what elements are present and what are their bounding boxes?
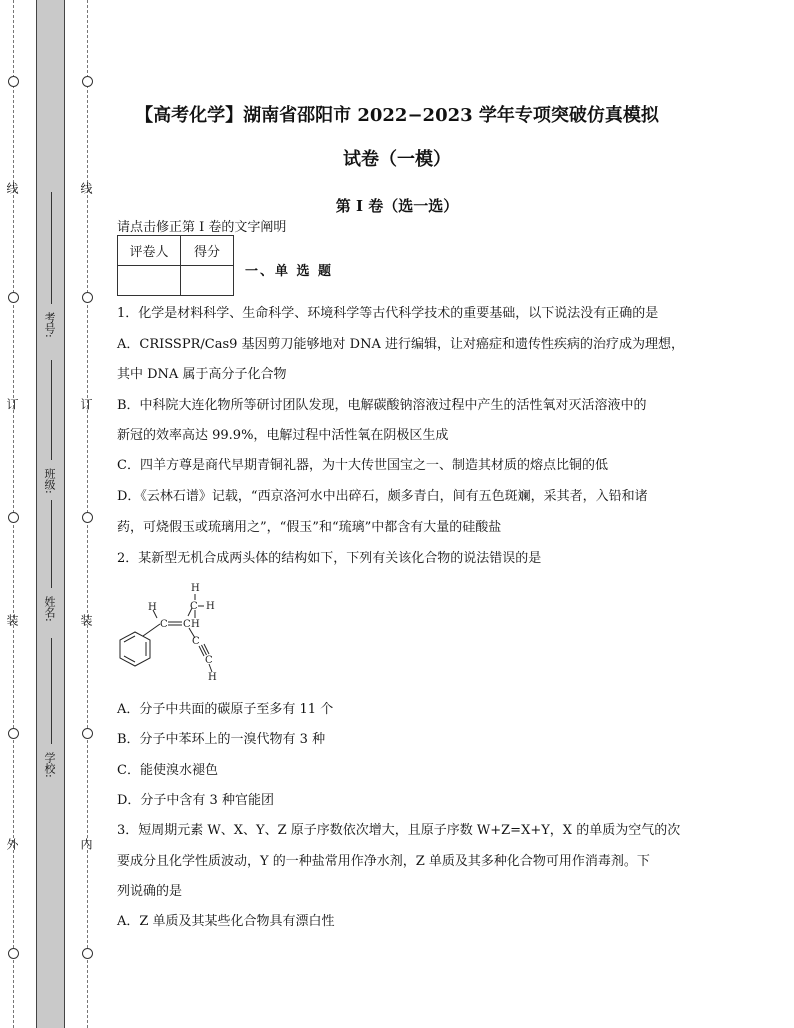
binding-hole-circle (8, 292, 19, 303)
q2-option-a: A．分子中共面的碳原子至多有 11 个 (117, 702, 334, 717)
field-school-line[interactable] (51, 638, 52, 744)
field-class-label: 班级: (43, 468, 56, 494)
q3-stem-line1: 3．短周期元素 W、X、Y、Z 原子序数依次增大，且原子序数 W+Z=X+Y，X 的单质为空气的次 (117, 823, 681, 838)
inner-char-nei: 内 (79, 838, 93, 850)
atom-h-label: H (206, 601, 215, 612)
field-name-label: 姓名: (43, 596, 56, 622)
q2-stem: 2．某新型无机合成两头体的结构如下，下列有关该化合物的说法错误的是 (117, 551, 542, 566)
inner-char-xian: 线 (79, 182, 93, 194)
binding-hole-circle (8, 948, 19, 959)
q3-stem-line2: 要成分且化学性质波动，Y 的一种盐常用作净水剂，Z 单质及其多种化合物可用作消毒剂。下 (117, 854, 650, 869)
binding-hole-circle (82, 76, 93, 87)
q2-option-c: C．能使溴水褪色 (117, 763, 218, 778)
atom-h-label: H (208, 672, 217, 683)
exam-title-line1: 【高考化学】湖南省邵阳市 2022−2023 学年专项突破仿真模拟 (135, 105, 659, 126)
atom-h-label: H (148, 602, 157, 613)
atom-c-label: C (160, 619, 168, 630)
exam-title-line2: 试卷（一模） (343, 149, 451, 170)
binding-hole-circle (82, 512, 93, 523)
binding-hole-circle (8, 728, 19, 739)
q1-option-c: C．四羊方尊是商代早期青铜礼器，为十大传世国宝之一、制造其材质的熔点比铜的低 (117, 458, 608, 473)
q1-option-a-line1: A．CRISSPR/Cas9 基因剪刀能够地对 DNA 进行编辑，让对癌症和遗传性疾病的治疗成为理想， (117, 337, 684, 352)
atom-c-label: C (205, 655, 213, 666)
q2-option-b: B．分子中苯环上的一溴代物有 3 种 (117, 732, 326, 747)
binding-hole-circle (8, 76, 19, 87)
atom-c-label: C (192, 636, 200, 647)
atom-h-label: H (191, 583, 200, 594)
binding-hole-circle (82, 292, 93, 303)
q2-molecule-structure (110, 578, 230, 684)
instruction-text: 请点击修正第 I 卷的文字阐明 (117, 220, 287, 235)
atom-h-label: H (191, 619, 200, 630)
q1-option-d-line1: D．《云林石谱》记载，“西京洛河水中出碎石，颇多青白，间有五色斑斓，采其者，入铅和诸 (117, 489, 648, 504)
outer-char-ding: 订 (5, 398, 19, 410)
q1-option-a-line2: 其中 DNA 属于高分子化合物 (117, 367, 287, 382)
binding-hole-circle (82, 728, 93, 739)
q1-option-d-line2: 药，可烧假玉或琉璃用之”，“假玉”和“琉璃”中都含有大量的硅酸盐 (117, 520, 502, 535)
q1-option-b-line2: 新冠的效率高达 99.9%，电解过程中活性氧在阴极区生成 (117, 428, 449, 443)
field-school-label: 学校: (43, 752, 56, 778)
field-exam-number-label: 考号: (43, 312, 56, 338)
binding-hole-circle (82, 948, 93, 959)
section-title: 第 I 卷（选一选） (335, 197, 459, 215)
score-table-score-header: 得分 (181, 236, 234, 266)
field-name-line[interactable] (51, 500, 52, 588)
field-class-line[interactable] (51, 360, 52, 460)
outer-char-xian: 线 (5, 182, 19, 194)
score-table-score-cell[interactable] (181, 266, 234, 296)
q3-stem-line3: 列说确的是 (117, 884, 183, 899)
q1-stem: 1．化学是材料科学、生命科学、环境科学等古代科学技术的重要基础，以下说法没有正确的是 (117, 306, 659, 321)
atom-c-label: C (183, 619, 191, 630)
atom-c-label: C (190, 601, 198, 612)
outer-char-zhuang: 装 (5, 614, 19, 626)
binding-hole-circle (8, 512, 19, 523)
inner-char-ding: 订 (79, 398, 93, 410)
q1-option-b-line1: B．中科院大连化物所等研讨团队发现，电解碳酸钠溶液过程中产生的活性氧对灭活溶液中的 (117, 398, 647, 413)
score-table-grader-header: 评卷人 (118, 236, 181, 266)
score-table-grader-cell[interactable] (118, 266, 181, 296)
score-table (117, 235, 234, 296)
section-heading: 一、单 选 题 (245, 264, 334, 279)
q2-option-d: D．分子中含有 3 种官能团 (117, 793, 274, 808)
inner-char-zhuang: 装 (79, 614, 93, 626)
q3-option-a: A．Z 单质及其某些化合物具有漂白性 (117, 914, 335, 929)
outer-char-wai: 外 (5, 838, 19, 850)
